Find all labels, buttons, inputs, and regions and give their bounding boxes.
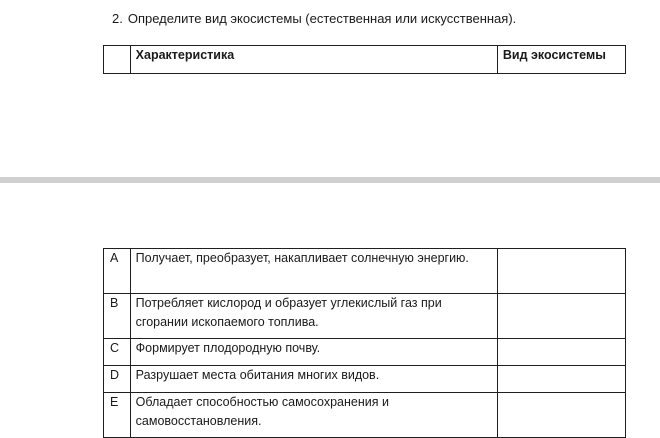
row-letter: A [104, 249, 131, 294]
row-answer-cell[interactable] [497, 366, 625, 393]
row-characteristic: Потребляет кислород и образует углекислый газ при сгорании ископаемого топлива. [130, 294, 497, 339]
question-number: 2. [112, 11, 123, 26]
row-letter: B [104, 294, 131, 339]
header-characteristic: Характеристика [130, 46, 497, 74]
characteristics-table [103, 248, 626, 438]
row-answer-cell[interactable] [497, 393, 625, 438]
table-row [104, 393, 626, 438]
question-text: Определите вид экосистемы (естественная или искусственная). [127, 11, 517, 26]
row-characteristic: Обладает способностью самосохранения и самовосстановления. [130, 393, 497, 438]
row-characteristic: Разрушает места обитания многих видов. [130, 366, 497, 393]
header-ecosystem-type: Вид экосистемы [497, 46, 625, 74]
question-prompt [112, 11, 516, 27]
row-characteristic: Получает, преобразует, накапливает солнечную энергию. [130, 249, 497, 294]
row-answer-cell[interactable] [497, 294, 625, 339]
page-separator [0, 177, 660, 183]
row-answer-cell[interactable] [497, 249, 625, 294]
row-letter: E [104, 393, 131, 438]
row-letter: C [104, 339, 131, 366]
header-table [103, 45, 626, 74]
header-row [104, 46, 626, 74]
table-row [104, 339, 626, 366]
row-letter: D [104, 366, 131, 393]
table-row [104, 249, 626, 294]
table-row [104, 294, 626, 339]
row-characteristic: Формирует плодородную почву. [130, 339, 497, 366]
row-answer-cell[interactable] [497, 339, 625, 366]
header-letter-cell [104, 46, 131, 74]
table-row [104, 366, 626, 393]
